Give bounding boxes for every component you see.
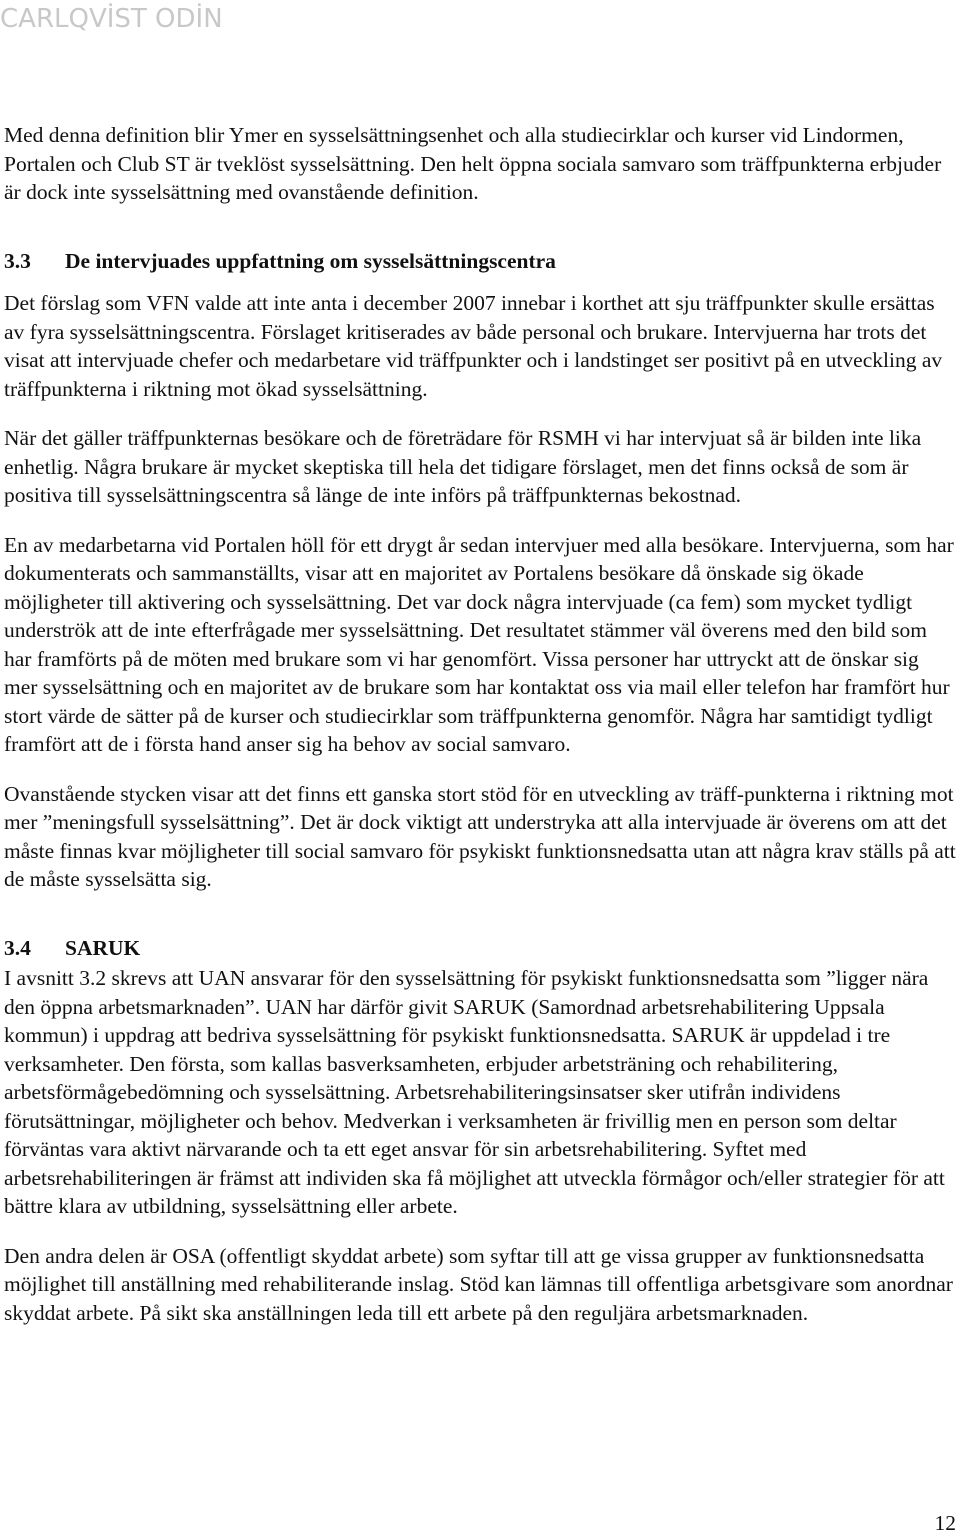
section-number: 3.3 xyxy=(4,248,31,273)
section-3-3-paragraph-4: Ovanstående stycken visar att det finns ett ganska stort stöd för en utveckling av träff-punkterna i riktning mot mer ”meningsfull sysselsättning”. Det är dock viktigt att understryka att alla intervjuade är överens om att det måste finnas kvar möjligheter till social samvaro för psykiskt funktionsnedsatta utan att några krav ställs på att de måste sysselsätta sig. xyxy=(4,781,956,891)
page-number: 12 xyxy=(934,1511,956,1535)
section-heading-3-4 xyxy=(4,934,956,963)
section-title: De intervjuades uppfattning om sysselsättningscentra xyxy=(65,248,556,273)
intro-paragraph: Med denna definition blir Ymer en sysselsättningsenhet och alla studiecirklar och kurser vid Lindormen, Portalen och Club ST är tveklöst sysselsättning. Den helt öppna sociala samvaro som träffpunkterna erbjuder är dock inte sysselsättning med ovanstående definition. xyxy=(4,123,942,204)
section-3-3-paragraph-2: När det gäller träffpunkternas besökare och de företrädare för RSMH vi har intervjuat så är bilden inte lika enhetlig. Några brukare är mycket skeptiska till hela det tidigare förslaget, men det finns också de som är positiva till sysselsättningscentra så länge de inte införs på träffpunkternas bekostnad. xyxy=(4,426,922,507)
section-3-3-paragraph-3: En av medarbetarna vid Portalen höll för ett drygt år sedan intervjuer med alla besökare. Intervjuerna, som har dokumenterats och sammanställts, visar att en majoritet av Portalens besökare då önskade sig ökade möjligheter till aktivering och sysselsättning. Det var dock några intervjuade (ca fem) som mycket tydligt underströk att de inte efterfrågade mer sysselsättning. Det resultatet stämmer väl överens med den bild som har framförts på de möten med brukare som vi har genomfört. Vissa personer har uttryckt att de önskar sig mer sysselsättning och en majoritet av de brukare som har kontaktat oss via mail eller telefon har framfört hur stort värde de sätter på de kurser och studiecirklar som träffpunkterna genomför. Några har samtidigt tydligt framfört att de i första hand anser sig ha behov av social samvaro. xyxy=(4,532,954,756)
section-title: SARUK xyxy=(65,935,141,960)
document-body xyxy=(4,121,956,1348)
section-heading-3-3 xyxy=(4,247,956,276)
company-logo: CARLQVİST ODİN xyxy=(0,4,223,34)
section-number: 3.4 xyxy=(4,935,31,960)
section-3-4-paragraph-2: Den andra delen är OSA (offentligt skyddat arbete) som syftar till att ge vissa grupper av funktionsnedsatta möjlighet till anställning med rehabiliterande inslag. Stöd kan lämnas till offentliga arbetsgivare som anordnar skyddat arbete. På sikt ska anställningen leda till ett arbete på den reguljära arbetsmarknaden. xyxy=(4,1243,953,1325)
section-3-3-paragraph-1: Det förslag som VFN valde att inte anta i december 2007 innebar i korthet att sju träffpunkter skulle ersättas av fyra sysselsättningscentra. Förslaget kritiserades av både personal och brukare. Intervjuerna har trots det visat att intervjuade chefer och medarbetare vid träffpunkter och i landstinget ser positivt på en utveckling av träffpunkterna i riktning mot ökad sysselsättning. xyxy=(4,291,943,401)
section-3-4-paragraph-1: I avsnitt 3.2 skrevs att UAN ansvarar för den sysselsättning för psykiskt funktionsnedsatta som ”ligger nära den öppna arbetsmarknaden”. UAN har därför givit SARUK (Samordnad arbetsrehabilitering Uppsala kommun) i uppdrag att bedriva sysselsättning för psykiskt funktionsnedsatta. SARUK är uppdelad i tre verksamheter. Den första, som kallas basverksamheten, erbjuder arbetsträning och rehabilitering, arbetsförmågebedömning och sysselsättning. Arbetsrehabiliteringsinsatser sker utifrån individens förutsättningar, möjligheter och behov. Medverkan i verksamheten är frivillig men en person som deltar förväntas vara aktivt närvarande och ta ett eget ansvar för sin arbetsrehabilitering. Syftet med arbetsrehabiliteringen är främst att individen ska få möjlighet att utveckla förmågor och/eller strategier för att bättre klara av utbildning, sysselsättning eller arbete. xyxy=(4,966,945,1218)
